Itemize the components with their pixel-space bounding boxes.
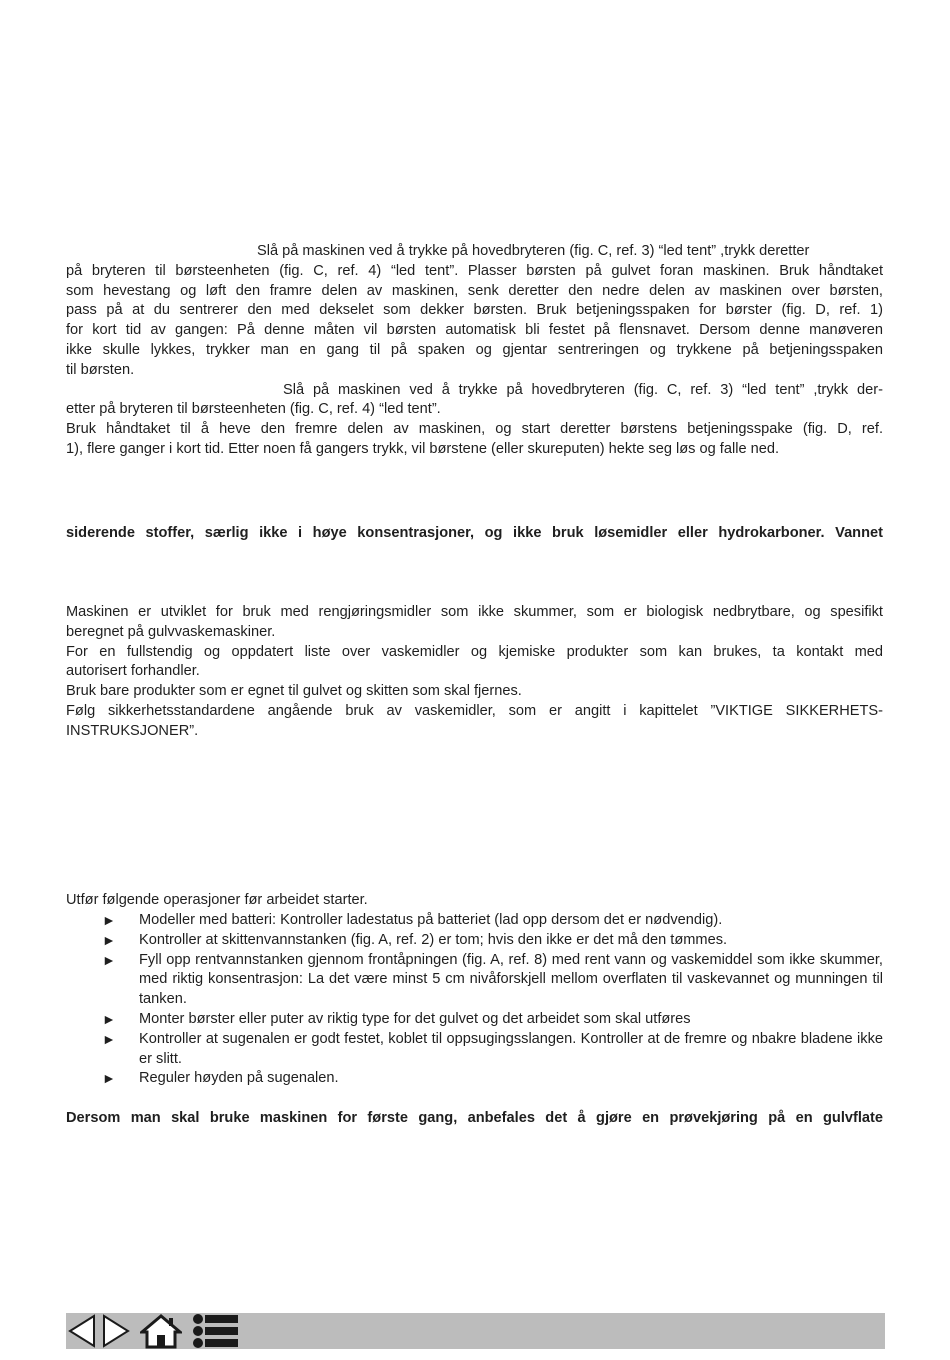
para-line: Bruk bare produkter som er egnet til gulvet og skitten som skal fjernes. [66,683,522,700]
bullet-arrow-icon: ► [102,951,116,968]
bullet-arrow-icon: ► [102,912,116,928]
para-line: pass på at du sentrerer den med dekselet som dekker børsten. Bruk betjeningsspaken for børster (fig. D, ref. 1) [66,302,883,319]
para-line: Maskinen er utviklet for bruk med rengjøringsmidler som ikke skummer, som er biologisk nedbrytbare, og spesifikt [66,604,883,620]
para-line: For en fullstendig og oppdatert liste over vaskemidler og kjemiske produkter som kan brukes, ta kontakt med [66,643,883,660]
bold-warning-line: siderende stoffer, særlig ikke i høye konsentrasjoner, og ikke bruk løsemidler eller hydrokarboner. Vannet [66,525,883,541]
home-icon [140,1313,182,1349]
para-line: Følg sikkerhetsstandardene angående bruk av vaskemidler, som er angitt i kapittelet ”VIKTIGE SIKKERHETS- [66,702,883,719]
previous-page-button[interactable] [66,1313,98,1349]
list-item: ► Monter børster eller puter av riktig type for det gulvet og det arbeidet som skal utføres [66,1010,883,1030]
list-item: ► Kontroller at skittenvannstanken (fig. A, ref. 2) er tom; hvis den ikke er det må den tømmes. [66,931,883,951]
para-line: til børsten. [66,361,135,378]
bold-first-use-line: Dersom man skal bruke maskinen for første gang, anbefales det å gjøre en prøvekjøring på en gulvflate [66,1110,883,1126]
next-arrow-icon [100,1313,132,1349]
contents-menu-button[interactable] [190,1313,240,1349]
previous-arrow-icon [66,1313,98,1349]
para-line: autorisert forhandler. [66,663,200,680]
home-button[interactable] [140,1313,182,1349]
list-item: ► Reguler høyden på sugenalen. [66,1069,883,1089]
next-page-button[interactable] [100,1313,132,1349]
para-line: Slå på maskinen ved å trykke på hovedbryteren (fig. C, ref. 3) “led tent” ,trykk der- [283,381,883,398]
para-line: etter på bryteren til børsteenheten (fig. C, ref. 4) “led tent”. [66,401,441,418]
list-item: ► Fyll opp rentvannstanken gjennom frontåpningen (fig. A, ref. 8) med rent vann og vaskemiddel som ikke skummer, med riktig konsentrasjon: La det være minst 5 cm nivåforskjell mellom overflaten til vaskevannet og munningen til tanken. [102,951,883,1008]
checklist [66,911,883,1089]
para-line: på bryteren til børsteenheten (fig. C, ref. 4) “led tent”. Plasser børsten på gulvet foran maskinen. Bruk håndtaket [66,262,883,279]
bullet-arrow-icon: ► [102,1070,116,1087]
para-line: Bruk håndtaket til å heve den fremre delen av maskinen, og start deretter børstens betjeningsspake (fig. D, ref. [66,421,883,438]
section-brush-install [66,242,883,460]
para-line: Slå på maskinen ved å trykke på hovedbryteren (fig. C, ref. 3) “led tent” ,trykk deretter [257,243,810,259]
para-line: beregnet på gulvvaskemaskiner. [66,623,276,640]
bullet-arrow-icon: ► [102,1010,116,1027]
para-line: ikke skulle lykkes, trykker man en gang til på spaken og gjentar sentreringen og trykkene på betjeningsspaken [66,341,883,358]
bullet-arrow-icon: ► [102,1030,116,1047]
menu-list-icon [190,1313,240,1349]
bullet-arrow-icon: ► [102,931,116,948]
section-intro: Utfør følgende operasjoner før arbeidet starter. [66,892,368,908]
list-item: ► Kontroller at sugenalen er godt festet, koblet til oppsugingsslangen. Kontroller at de fremre og nbakre bladene ikke er slitt. [102,1030,883,1067]
para-line: som hevestang og løft den framre delen av maskinen, senk deretter den nedre delen av maskinen over børsten, [66,282,883,299]
list-item: ► Modeller med batteri: Kontroller ladestatus på batteriet (lad opp dersom det er nødvendig). [66,911,883,931]
para-line: 1), flere ganger i kort tid. Etter noen få gangers trykk, vil børstene (eller skureputen) hekte seg løs og falle ned. [66,440,780,457]
navigation-bar [66,1313,885,1349]
section-detergents [66,603,883,742]
para-line: for kort tid av gangen: På denne måten vil børsten automatisk bli festet på flensnavet. Dersom denne manøveren [66,322,883,339]
para-line: INSTRUKSJONER”. [66,722,199,739]
